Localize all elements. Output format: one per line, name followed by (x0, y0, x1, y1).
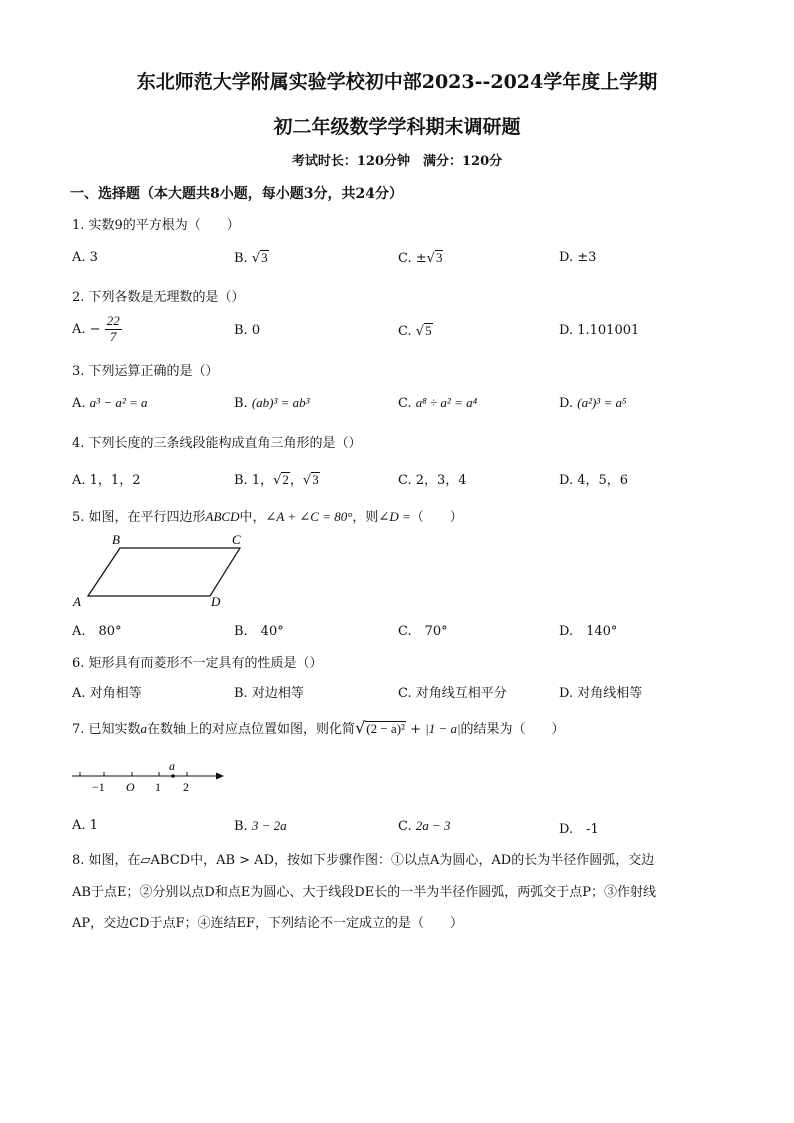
section-heading: 一、选择题（本大题共8小题，每小题3分，共24分） (70, 186, 403, 202)
vertex-label-b: B (112, 532, 120, 547)
q7-option-d: D. -1 (559, 822, 599, 837)
number-line-arrow (216, 773, 224, 780)
tick-label-1: 1 (155, 780, 161, 794)
q1-option-b-label: B. (234, 251, 248, 266)
parallelogram-figure (68, 528, 258, 610)
q3-option-b-label: B. (234, 396, 248, 411)
q2-option-d: D. 1.101001 (559, 323, 640, 338)
q4-option-b-label: B. 1， (234, 473, 274, 488)
q3-option-b (234, 395, 310, 411)
vertex-label-c: C (232, 532, 241, 547)
q2-option-a-label: A. − (72, 321, 101, 337)
q6-option-b: B. 对边相等 (234, 686, 304, 701)
q1-option-b-radicand: 3 (261, 250, 268, 265)
q6-option-c: C. 对角线互相平分 (398, 686, 507, 701)
q2-option-c-radicand: 5 (425, 323, 432, 338)
tick-label-origin: O (126, 780, 135, 794)
q5-option-c: C. 70° (398, 624, 448, 639)
q5-parallelogram-name: ABCD (205, 509, 240, 524)
q5-stem-part: 5. 如图，在平行四边形 (72, 510, 206, 525)
page-subtitle: 初二年级数学学科期末调研题 (273, 116, 521, 138)
q7-plus: + (410, 722, 421, 737)
tick-label-2: 2 (183, 780, 189, 794)
q1-option-a: A. 3 (72, 250, 98, 265)
page-title: 东北师范大学附属实验学校初中部2023--2024学年度上学期 (136, 71, 658, 93)
q7-absolute-expression: |1 − a| (425, 721, 461, 736)
question-3-stem: 3. 下列运算正确的是（） (72, 364, 219, 379)
q5-stem-part: 中， (239, 510, 266, 525)
q3-option-a-label: A. (72, 396, 86, 411)
q5-option-d: D. 140° (559, 624, 618, 639)
question-8-line-1: 8. 如图，在▱ABCD中，AB > AD，按如下步骤作图：①以点A为圆心，AD的长为半径作圆弧，交边 (72, 853, 655, 868)
q3-option-c (398, 395, 477, 411)
question-5-stem (72, 506, 463, 525)
q2-option-b: B. 0 (234, 323, 261, 338)
q4-option-c: C. 2，3，4 (398, 473, 467, 488)
q7-option-b-label: B. (234, 819, 248, 834)
q1-option-c-radicand: 3 (435, 250, 443, 265)
q1-option-d: D. ±3 (559, 250, 597, 265)
q3-option-a-expression: a³ − a² = a (89, 395, 148, 410)
vertex-label-d: D (211, 594, 221, 609)
question-4-stem: 4. 下列长度的三条线段能构成直角三角形的是（） (72, 436, 362, 451)
question-8-line-3: AP，交边CD于点F；④连结EF，下列结论不一定成立的是（ ） (72, 916, 464, 931)
q7-option-c (398, 818, 451, 834)
q2-option-a-fraction (105, 314, 122, 345)
q4-option-b-radicand-1: 2 (282, 472, 289, 487)
q7-variable: a (140, 721, 148, 736)
q2-option-c-label: C. (398, 324, 412, 339)
question-2-stem: 2. 下列各数是无理数的是（） (72, 290, 245, 305)
q3-option-a (72, 395, 148, 411)
q4-option-a: A. 1，1，2 (72, 473, 141, 488)
q5-condition: ∠A + ∠C = 80° (265, 509, 353, 524)
q7-option-c-expression: 2a − 3 (415, 818, 451, 833)
q7-stem-part: 在数轴上的对应点位置如图，则化简 (147, 722, 356, 737)
exam-info: 考试时长：120分钟 满分：120分 (291, 154, 503, 169)
q4-option-b-radicand-2: 3 (312, 472, 319, 487)
fraction-numerator: 22 (106, 313, 120, 328)
q7-option-c-label: C. (398, 819, 412, 834)
q5-option-a: A. 80° (72, 624, 122, 639)
q6-option-d: D. 对角线相等 (559, 686, 643, 701)
point-a-marker (171, 774, 175, 778)
q6-option-a: A. 对角相等 (72, 686, 142, 701)
tick-label-minus-1: −1 (92, 780, 105, 794)
number-line-figure (68, 756, 230, 798)
question-6-stem: 6. 矩形具有而菱形不一定具有的性质是（） (72, 656, 323, 671)
vertex-label-a: A (73, 594, 81, 609)
point-a-label: a (169, 759, 175, 773)
q7-radical-expression: (2 − a)² (366, 721, 405, 736)
q3-option-d-expression: (a²)³ = a⁵ (577, 395, 627, 410)
q3-option-c-expression: a⁸ ÷ a² = a⁴ (415, 395, 478, 410)
q7-stem-part: 的结果为（ ） (460, 722, 565, 737)
q7-option-b-expression: 3 − 2a (251, 818, 287, 833)
q3-option-d (559, 395, 626, 411)
q4-option-b: B. 1，√2，√3 (234, 472, 319, 488)
q1-option-c: C. ±√3 (398, 250, 443, 266)
q7-option-b (234, 818, 287, 834)
q3-option-b-expression: (ab)³ = ab³ (251, 395, 310, 410)
q5-stem-part: （ ） (410, 510, 463, 525)
q2-option-c: C. √5 (398, 323, 432, 339)
q4-option-b-separator: ， (289, 473, 303, 488)
q1-option-b: B. √3 (234, 250, 268, 266)
q3-option-c-label: C. (398, 396, 412, 411)
q4-option-d: D. 4，5，6 (559, 473, 629, 488)
parallelogram-shape (88, 548, 240, 596)
question-8-line-2: AB于点E；②分别以点D和点E为圆心、大于线段DE长的一半为半径作圆弧，两弧交于点P；③作射线 (72, 885, 657, 900)
q5-option-b: B. 40° (234, 624, 284, 639)
q7-option-a: A. 1 (72, 818, 98, 833)
question-1-stem: 1. 实数9的平方根为（ ） (72, 218, 240, 233)
q7-stem-part: 7. 已知实数 (72, 722, 141, 737)
q5-stem-part: ，则 (352, 510, 379, 525)
q5-asked-angle: ∠D = (378, 509, 411, 524)
q2-option-a (72, 314, 122, 345)
fraction-denominator: 7 (109, 328, 117, 344)
question-7-stem: 7. 已知实数a在数轴上的对应点位置如图，则化简√(2 − a)² + |1 − a|的结果为（ ） (72, 718, 565, 737)
q3-option-d-label: D. (559, 396, 574, 411)
q1-option-c-label: C. ± (398, 251, 427, 266)
